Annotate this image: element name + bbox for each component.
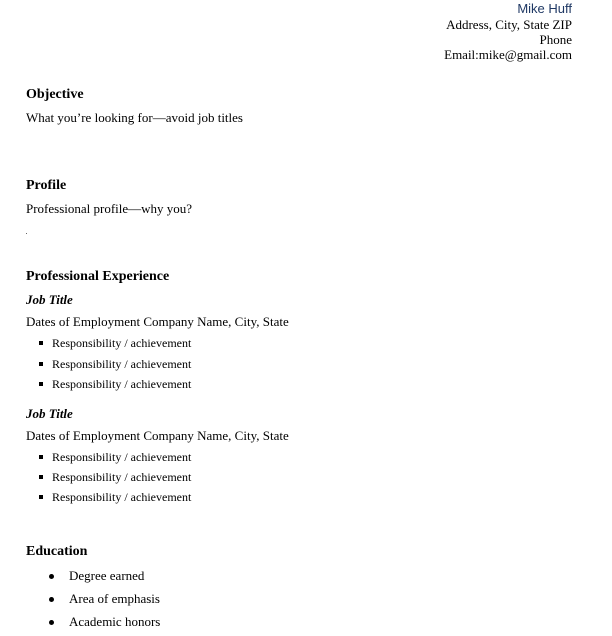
- square-bullet-icon: [39, 382, 43, 386]
- responsibility-item: Responsibility / achievement: [52, 336, 192, 350]
- responsibility-item: Responsibility / achievement: [52, 490, 192, 504]
- responsibility-item: Responsibility / achievement: [52, 470, 192, 484]
- contact-email: Email:mike@gmail.com: [444, 47, 572, 62]
- round-bullet-icon: [49, 597, 54, 602]
- stray-mark: [26, 233, 27, 234]
- responsibility-item: Responsibility / achievement: [52, 357, 192, 371]
- square-bullet-icon: [39, 475, 43, 479]
- education-item: Area of emphasis: [69, 591, 160, 606]
- resume-name: Mike Huff: [517, 1, 572, 16]
- square-bullet-icon: [39, 455, 43, 459]
- education-heading: Education: [26, 544, 88, 559]
- square-bullet-icon: [39, 362, 43, 366]
- contact-phone: Phone: [539, 32, 572, 47]
- education-item: Degree earned: [69, 568, 145, 583]
- job-dates-company: Dates of Employment Company Name, City, State: [26, 314, 289, 329]
- contact-address: Address, City, State ZIP: [446, 17, 572, 32]
- objective-text: What you’re looking for—avoid job titles: [26, 110, 243, 125]
- job-title: Job Title: [26, 406, 73, 421]
- round-bullet-icon: [49, 574, 54, 579]
- profile-heading: Profile: [26, 178, 67, 193]
- square-bullet-icon: [39, 341, 43, 345]
- round-bullet-icon: [49, 620, 54, 625]
- objective-heading: Objective: [26, 87, 84, 102]
- job-title: Job Title: [26, 292, 73, 307]
- square-bullet-icon: [39, 495, 43, 499]
- experience-heading: Professional Experience: [26, 269, 170, 284]
- education-item: Academic honors: [69, 614, 161, 629]
- responsibility-item: Responsibility / achievement: [52, 450, 192, 464]
- job-dates-company: Dates of Employment Company Name, City, State: [26, 428, 289, 443]
- profile-text: Professional profile—why you?: [26, 201, 193, 216]
- responsibility-item: Responsibility / achievement: [52, 377, 192, 391]
